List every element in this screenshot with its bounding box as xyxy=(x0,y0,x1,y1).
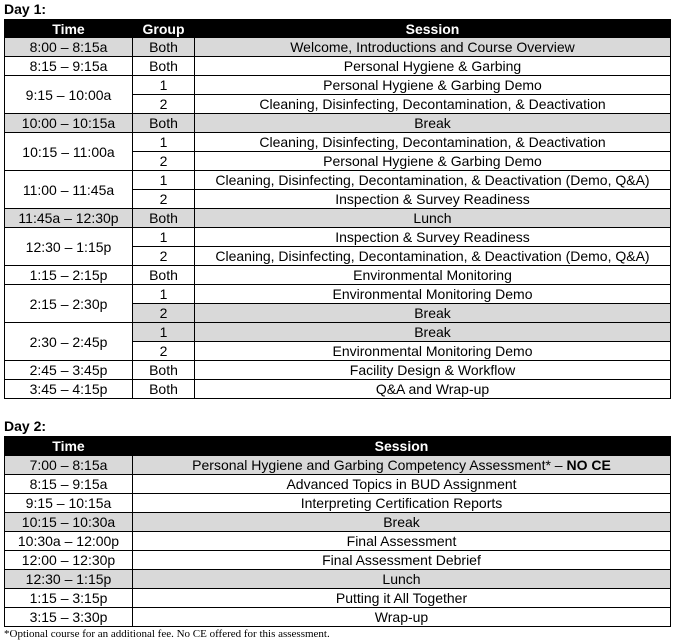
time-cell: 12:00 – 12:30p xyxy=(5,551,133,570)
day1-header-row xyxy=(5,20,671,38)
time-cell: 9:15 – 10:00a xyxy=(5,76,133,114)
session-cell: Q&A and Wrap-up xyxy=(195,380,671,399)
table-row xyxy=(5,76,671,95)
session-cell: Environmental Monitoring Demo xyxy=(195,285,671,304)
session-cell: Putting it All Together xyxy=(133,589,671,608)
session-header: Session xyxy=(195,20,671,38)
time-cell: 11:45a – 12:30p xyxy=(5,209,133,228)
session-cell: Personal Hygiene & Garbing xyxy=(195,57,671,76)
group-cell: 1 xyxy=(133,133,195,152)
group-cell: Both xyxy=(133,266,195,285)
session-cell xyxy=(133,456,671,475)
group-cell: 2 xyxy=(133,247,195,266)
table-row xyxy=(5,532,671,551)
table-row xyxy=(5,285,671,304)
time-cell: 8:00 – 8:15a xyxy=(5,38,133,57)
table-row xyxy=(5,114,671,133)
group-cell: Both xyxy=(133,361,195,380)
table-row xyxy=(5,456,671,475)
footnote: *Optional course for an additional fee. No CE offered for this assessment. xyxy=(4,628,330,640)
session-cell: Environmental Monitoring Demo xyxy=(195,342,671,361)
time-cell: 9:15 – 10:15a xyxy=(5,494,133,513)
table-row xyxy=(5,361,671,380)
time-cell: 10:15 – 10:30a xyxy=(5,513,133,532)
group-cell: Both xyxy=(133,38,195,57)
group-cell: 1 xyxy=(133,323,195,342)
group-cell: Both xyxy=(133,114,195,133)
session-cell: Personal Hygiene & Garbing Demo xyxy=(195,152,671,171)
time-cell: 8:15 – 9:15a xyxy=(5,57,133,76)
group-cell: 1 xyxy=(133,285,195,304)
table-row xyxy=(5,209,671,228)
group-cell: Both xyxy=(133,380,195,399)
time-header: Time xyxy=(5,437,133,456)
day2-title: Day 2: xyxy=(4,418,47,434)
session-cell: Break xyxy=(195,304,671,323)
session-cell: Inspection & Survey Readiness xyxy=(195,190,671,209)
session-cell: Lunch xyxy=(195,209,671,228)
time-cell: 2:30 – 2:45p xyxy=(5,323,133,361)
session-cell: Final Assessment xyxy=(133,532,671,551)
time-cell: 2:15 – 2:30p xyxy=(5,285,133,323)
time-cell: 7:00 – 8:15a xyxy=(5,456,133,475)
group-cell: 1 xyxy=(133,171,195,190)
table-row xyxy=(5,266,671,285)
table-row xyxy=(5,494,671,513)
time-header: Time xyxy=(5,20,133,38)
group-cell: 2 xyxy=(133,190,195,209)
session-cell: Environmental Monitoring xyxy=(195,266,671,285)
table-row xyxy=(5,380,671,399)
time-cell: 8:15 – 9:15a xyxy=(5,475,133,494)
time-cell: 10:00 – 10:15a xyxy=(5,114,133,133)
group-cell: 2 xyxy=(133,152,195,171)
group-cell: 2 xyxy=(133,95,195,114)
session-cell: Final Assessment Debrief xyxy=(133,551,671,570)
session-cell: Welcome, Introductions and Course Overview xyxy=(195,38,671,57)
table-row xyxy=(5,513,671,532)
time-cell: 12:30 – 1:15p xyxy=(5,570,133,589)
time-cell: 2:45 – 3:45p xyxy=(5,361,133,380)
group-cell: 2 xyxy=(133,304,195,323)
group-header: Group xyxy=(133,20,195,38)
group-cell: Both xyxy=(133,209,195,228)
session-header: Session xyxy=(133,437,671,456)
time-cell: 10:30a – 12:00p xyxy=(5,532,133,551)
time-cell: 10:15 – 11:00a xyxy=(5,133,133,171)
table-row xyxy=(5,551,671,570)
table-row xyxy=(5,171,671,190)
table-row xyxy=(5,475,671,494)
time-cell: 1:15 – 2:15p xyxy=(5,266,133,285)
time-cell: 11:00 – 11:45a xyxy=(5,171,133,209)
table-row xyxy=(5,323,671,342)
group-cell: Both xyxy=(133,57,195,76)
day1-schedule-table xyxy=(4,19,671,399)
group-cell: 2 xyxy=(133,342,195,361)
day2-schedule-table xyxy=(4,436,671,627)
session-cell: Lunch xyxy=(133,570,671,589)
table-row xyxy=(5,228,671,247)
time-cell: 12:30 – 1:15p xyxy=(5,228,133,266)
table-row xyxy=(5,133,671,152)
session-cell: Personal Hygiene & Garbing Demo xyxy=(195,76,671,95)
session-cell: Cleaning, Disinfecting, Decontamination, & Deactivation xyxy=(195,95,671,114)
session-cell: Break xyxy=(195,323,671,342)
session-text: Personal Hygiene and Garbing Competency Assessment* – xyxy=(192,457,567,473)
table-row xyxy=(5,570,671,589)
session-cell: Cleaning, Disinfecting, Decontamination, & Deactivation (Demo, Q&A) xyxy=(195,247,671,266)
day2-header-row xyxy=(5,437,671,456)
no-ce-emphasis: NO CE xyxy=(566,457,611,473)
session-cell: Cleaning, Disinfecting, Decontamination, & Deactivation xyxy=(195,133,671,152)
table-row xyxy=(5,589,671,608)
time-cell: 3:45 – 4:15p xyxy=(5,380,133,399)
session-cell: Break xyxy=(133,513,671,532)
session-cell: Cleaning, Disinfecting, Decontamination, & Deactivation (Demo, Q&A) xyxy=(195,171,671,190)
table-row xyxy=(5,38,671,57)
session-cell: Inspection & Survey Readiness xyxy=(195,228,671,247)
time-cell: 3:15 – 3:30p xyxy=(5,608,133,627)
table-row xyxy=(5,608,671,627)
session-cell: Interpreting Certification Reports xyxy=(133,494,671,513)
time-cell: 1:15 – 3:15p xyxy=(5,589,133,608)
group-cell: 1 xyxy=(133,76,195,95)
day1-title: Day 1: xyxy=(4,1,47,17)
table-row xyxy=(5,57,671,76)
session-cell: Facility Design & Workflow xyxy=(195,361,671,380)
session-cell: Wrap-up xyxy=(133,608,671,627)
group-cell: 1 xyxy=(133,228,195,247)
session-cell: Break xyxy=(195,114,671,133)
session-cell: Advanced Topics in BUD Assignment xyxy=(133,475,671,494)
